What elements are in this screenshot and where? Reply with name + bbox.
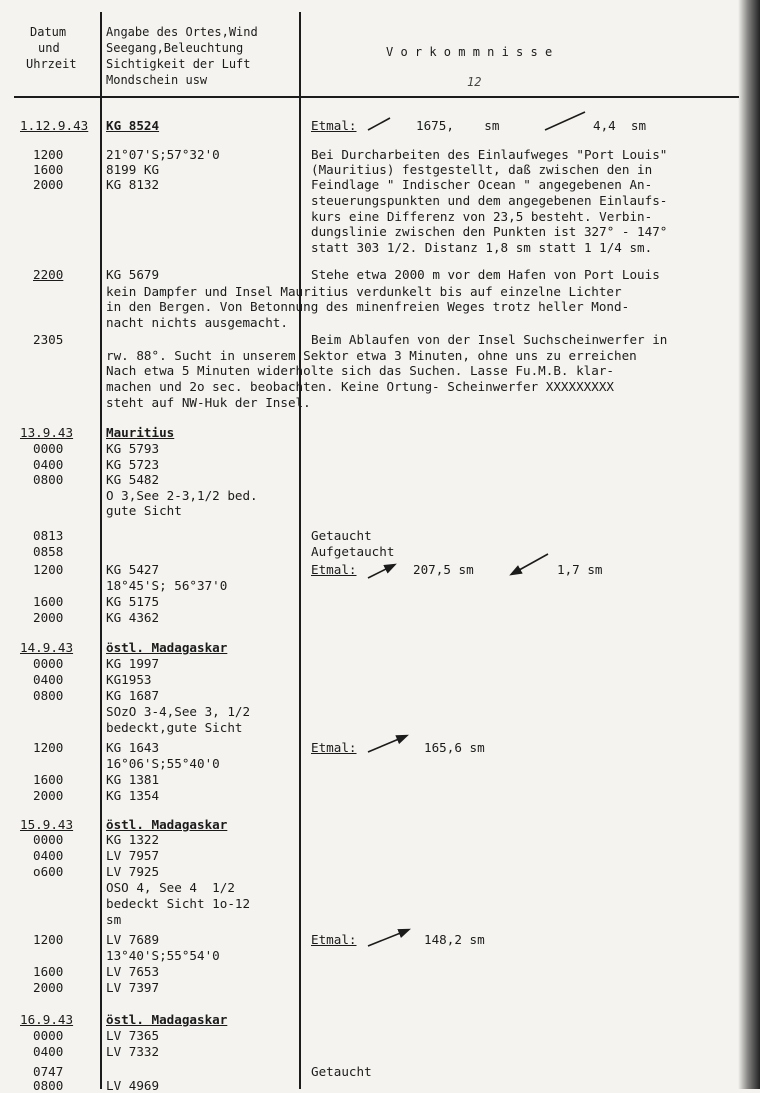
log-time: 2000	[33, 788, 64, 803]
log-remark: Getaucht	[311, 1064, 372, 1079]
log-position: LV 7397	[106, 980, 160, 995]
log-remark: Stehe etwa 2000 m vor dem Hafen von Port Louis	[311, 267, 660, 282]
header-col2-line2: Seegang,Beleuchtung	[106, 41, 244, 55]
log-position: LV 7332	[106, 1044, 160, 1059]
log-position: LV 7925	[106, 864, 160, 879]
log-time: 0000	[33, 441, 64, 456]
log-remark-wide: kein Dampfer und Insel Mauritius verdunkelt bis auf einzelne Lichter	[106, 284, 622, 299]
log-time: 2000	[33, 177, 64, 192]
log-position: LV 7653	[106, 964, 160, 979]
log-time: 0800	[33, 1078, 64, 1093]
log-position: östl. Madagaskar	[106, 640, 228, 655]
log-remark: Beim Ablaufen von der Insel Suchscheinwerfer in	[311, 332, 668, 347]
log-time: 0000	[33, 656, 64, 671]
log-position: KG 8524	[106, 118, 160, 133]
log-remark-wide: steht auf NW-Huk der Insel.	[106, 395, 311, 410]
log-position: bedeckt Sicht 1o-12	[106, 896, 251, 911]
log-time: 0400	[33, 848, 64, 863]
log-position: LV 7689	[106, 932, 160, 947]
header-col3: V o r k o m m n i s s e	[386, 45, 553, 59]
log-time: 1600	[33, 964, 64, 979]
log-position: KG 1687	[106, 688, 160, 703]
log-position: gute Sicht	[106, 503, 182, 518]
log-position: KG 4362	[106, 610, 160, 625]
log-position: LV 4969	[106, 1078, 160, 1093]
log-position: 8199 KG	[106, 162, 160, 177]
log-time: 0800	[33, 472, 64, 487]
log-position: O 3,See 2-3,1/2 bed.	[106, 488, 258, 503]
etmal-label: Etmal:	[311, 562, 357, 577]
header-col2-line1: Angabe des Ortes,Wind	[106, 25, 258, 39]
etmal-distance: 165,6 sm	[424, 740, 485, 755]
log-time: 2305	[33, 332, 64, 347]
scan-edge-shadow	[738, 0, 760, 1089]
header-col1-line2: und	[38, 41, 60, 55]
log-remark-wide: machen und 2o sec. beobachten. Keine Ortung- Scheinwerfer XXXXXXXXX	[106, 379, 614, 394]
log-date: 16.9.43	[20, 1012, 74, 1027]
log-time: 1200	[33, 147, 64, 162]
log-remark-wide: Nach etwa 5 Minuten widerholte sich das Suchen. Lasse Fu.M.B. klar-	[106, 363, 614, 378]
log-position: östl. Madagaskar	[106, 817, 228, 832]
log-remark: statt 303 1/2. Distanz 1,8 sm statt 1 1/4 sm.	[311, 240, 653, 255]
log-position: KG 5482	[106, 472, 160, 487]
log-position: KG 8132	[106, 177, 160, 192]
log-time: 0000	[33, 1028, 64, 1043]
log-position: 18°45'S; 56°37'0	[106, 578, 228, 593]
log-time: 1600	[33, 594, 64, 609]
log-time: 0747	[33, 1064, 64, 1079]
log-position: KG 5427	[106, 562, 160, 577]
etmal-distance: 207,5 sm	[413, 562, 474, 577]
header-col2-line4: Mondschein usw	[106, 73, 208, 87]
log-time: 1600	[33, 162, 64, 177]
log-remark: dungslinie zwischen den Punkten ist 327° - 147°	[311, 224, 668, 239]
etmal-label: Etmal:	[311, 932, 357, 947]
log-position: Mauritius	[106, 425, 175, 440]
etmal-label: Etmal:	[311, 740, 357, 755]
log-time: 1200	[33, 932, 64, 947]
log-position: bedeckt,gute Sicht	[106, 720, 243, 735]
log-position: SOzO 3-4,See 3, 1/2	[106, 704, 251, 719]
log-time: 2000	[33, 980, 64, 995]
log-position: 16°06'S;55°40'0	[106, 756, 220, 771]
log-position: KG 1643	[106, 740, 160, 755]
log-time: 0400	[33, 672, 64, 687]
log-remark: steuerungspunkten und dem angegebenen Einlaufs-	[311, 193, 668, 208]
log-time: 0400	[33, 1044, 64, 1059]
log-remark-wide: nacht nichts ausgemacht.	[106, 315, 288, 330]
log-position: 21°07'S;57°32'0	[106, 147, 220, 162]
log-position: 13°40'S;55°54'0	[106, 948, 220, 963]
log-position: sm	[106, 912, 122, 927]
log-remark: Aufgetaucht	[311, 544, 395, 559]
log-remark: Getaucht	[311, 528, 372, 543]
etmal-speed: 1,7 sm	[557, 562, 603, 577]
log-date: 13.9.43	[20, 425, 74, 440]
header-col1-line1: Datum	[30, 25, 67, 39]
log-time: 1200	[33, 740, 64, 755]
log-time: 0858	[33, 544, 64, 559]
log-remark: Feindlage " Indischer Ocean " angegebenen An-	[311, 177, 653, 192]
log-time: 2000	[33, 610, 64, 625]
log-date: 14.9.43	[20, 640, 74, 655]
log-time: 0813	[33, 528, 64, 543]
etmal-speed: 4,4 sm	[593, 118, 647, 133]
log-position: KG 5793	[106, 441, 160, 456]
log-remark: Bei Durcharbeiten des Einlaufweges "Port Louis"	[311, 147, 668, 162]
header-col1-line3: Uhrzeit	[26, 57, 77, 71]
log-time: 0800	[33, 688, 64, 703]
log-date: 15.9.43	[20, 817, 74, 832]
log-position: KG 1322	[106, 832, 160, 847]
log-time: 0000	[33, 832, 64, 847]
log-position: KG1953	[106, 672, 152, 687]
log-date: 1.12.9.43	[20, 118, 89, 133]
log-time: 2200	[33, 267, 64, 282]
log-remark-wide: in den Bergen. Von Betonnung des minenfreien Weges trotz heller Mond-	[106, 299, 630, 314]
log-position: KG 1354	[106, 788, 160, 803]
header-rule	[14, 96, 739, 98]
column-rule-1	[100, 12, 102, 1089]
log-position: KG 5679	[106, 267, 160, 282]
log-position: östl. Madagaskar	[106, 1012, 228, 1027]
etmal-distance: 148,2 sm	[424, 932, 485, 947]
header-col2-line3: Sichtigkeit der Luft	[106, 57, 251, 71]
log-position: LV 7365	[106, 1028, 160, 1043]
log-time: o600	[33, 864, 64, 879]
log-position: OSO 4, See 4 1/2	[106, 880, 235, 895]
log-position: KG 1997	[106, 656, 160, 671]
log-time: 0400	[33, 457, 64, 472]
log-time: 1600	[33, 772, 64, 787]
log-remark-wide: rw. 88°. Sucht in unserem Sektor etwa 3 Minuten, ohne uns zu erreichen	[106, 348, 637, 363]
etmal-distance: 1675, sm	[416, 118, 500, 133]
column-rule-2	[299, 12, 301, 1089]
log-position: KG 5175	[106, 594, 160, 609]
log-position: LV 7957	[106, 848, 160, 863]
etmal-label: Etmal:	[311, 118, 357, 133]
log-remark: kurs eine Differenz von 23,5 besteht. Verbin-	[311, 209, 653, 224]
page-mark: 12	[467, 75, 482, 89]
log-time: 1200	[33, 562, 64, 577]
log-remark: (Mauritius) festgestellt, daß zwischen den in	[311, 162, 653, 177]
log-position: KG 1381	[106, 772, 160, 787]
log-position: KG 5723	[106, 457, 160, 472]
